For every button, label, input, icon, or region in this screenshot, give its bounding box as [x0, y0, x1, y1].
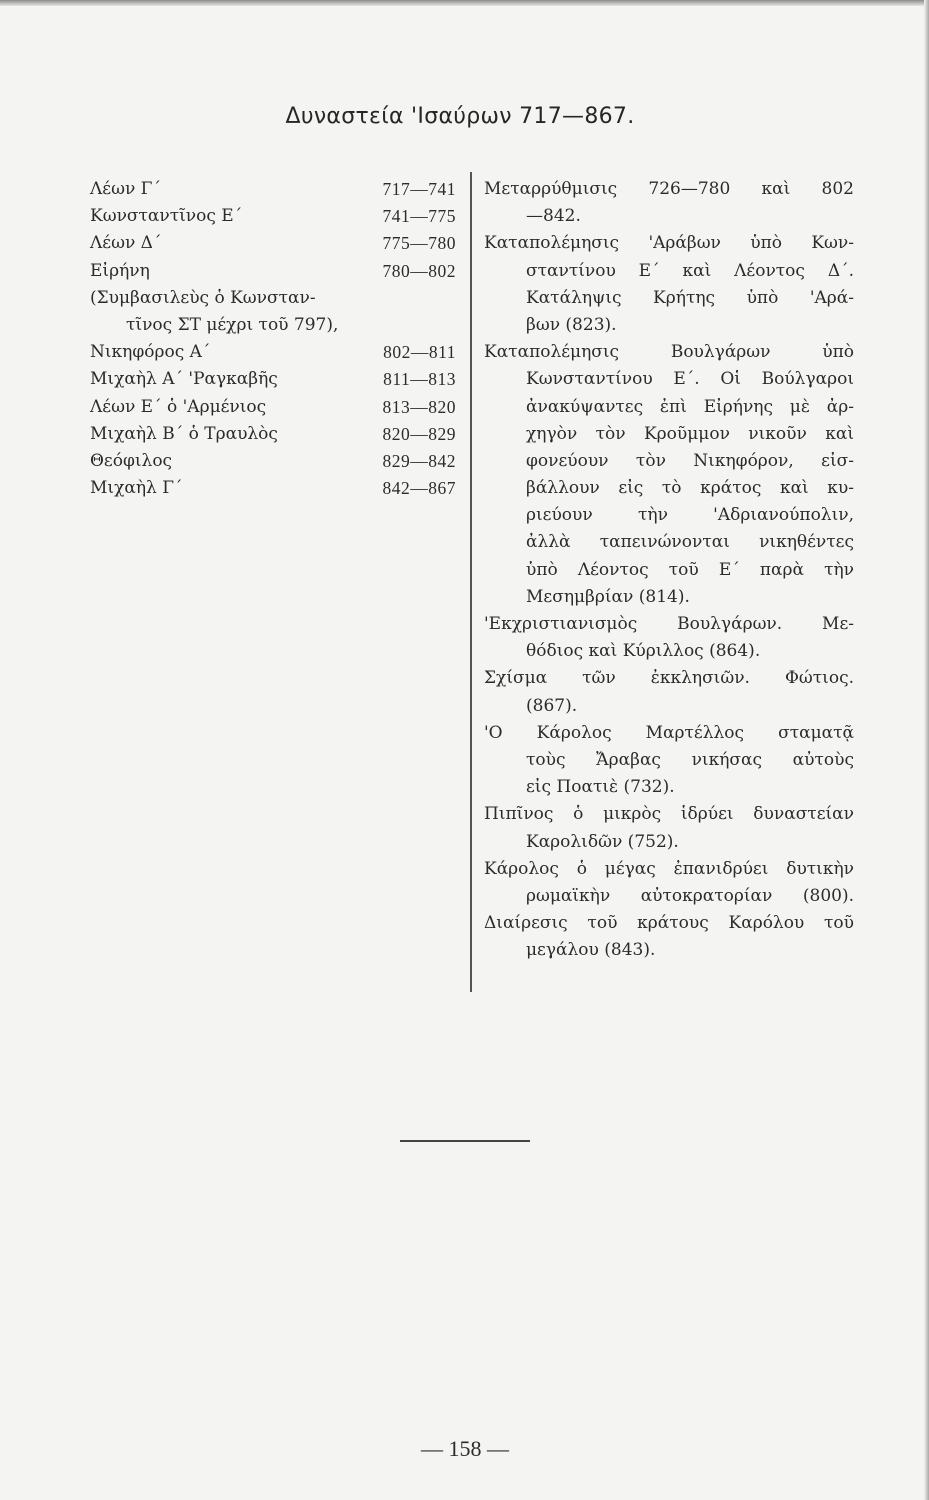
event-line: χηγὸν τὸν Κροῦμμον νικοῦν καὶ: [526, 423, 854, 444]
event-line: Σχίσμα τῶν ἐκκλησιῶν. Φώτιος.: [484, 668, 854, 689]
co-emperor-note-line2: τῖνος ΣΤ μέχρι τοῦ 797),: [126, 314, 339, 335]
rulers-column: [90, 176, 460, 502]
ruler-years: 780—802: [382, 260, 456, 281]
bottom-rule: [400, 1140, 530, 1142]
event-line: τοὺς Ἄραβας νικήσας αὐτοὺς: [526, 749, 854, 770]
event-line: Κωνσταντίνου Ε΄. Οἱ Βούλγαροι: [526, 369, 854, 390]
ruler-name: Εἰρήνη: [90, 260, 150, 281]
ruler-name: Μιχαὴλ Β΄ ὁ Τραυλὸς: [90, 423, 278, 444]
event-entry: [484, 339, 854, 611]
ruler-row: [90, 339, 460, 366]
ruler-row: [90, 475, 460, 502]
event-line: σταντίνου Ε΄ καὶ Λέοντος Δ΄.: [526, 260, 854, 281]
event-line: θόδιος καὶ Κύριλλος (864).: [526, 641, 761, 662]
event-line: φονεύουν τὸν Νικηφόρον, εἰσ-: [526, 450, 854, 471]
ruler-name: Θεόφιλος: [90, 450, 173, 471]
ruler-name: Λέων Δ΄: [90, 233, 162, 254]
event-line: Διαίρεσις τοῦ κράτους Καρόλου τοῦ: [484, 913, 854, 934]
event-line: (867).: [526, 695, 578, 716]
event-line: 'Εκχριστιανισμὸς Βουλγάρων. Με-: [484, 614, 854, 634]
ruler-row: [90, 230, 460, 257]
ruler-name: Λέων Γ΄: [90, 179, 161, 199]
event-line: μεγάλου (843).: [526, 940, 656, 961]
event-line: ὑπὸ Λέοντος τοῦ Ε΄ παρὰ τὴν: [526, 559, 854, 580]
page-edge-top: [0, 0, 929, 6]
column-divider: [470, 172, 472, 992]
ruler-name: Λέων Ε΄ ὁ 'Αρμένιος: [90, 396, 267, 417]
event-line: Πιπῖνος ὁ μικρὸς ἱδρύει δυναστείαν: [484, 804, 854, 825]
page-edge-right: [924, 0, 929, 1500]
ruler-name: Μιχαὴλ Α΄ 'Ραγκαβῆς: [90, 369, 278, 390]
ruler-years: 820—829: [382, 423, 456, 444]
ruler-years: 741—775: [382, 206, 456, 227]
co-emperor-note-line1: (Συμβασιλεὺς ὁ Κωνσταν-: [90, 287, 316, 308]
event-line: Καρολιδῶν (752).: [526, 831, 679, 852]
ruler-row: [90, 448, 460, 475]
event-line: Μεσημβρίαν (814).: [526, 586, 690, 607]
event-line: ρωμαϊκὴν αὐτοκρατορίαν (800).: [526, 885, 854, 906]
ruler-name: Νικηφόρος Α΄: [90, 342, 211, 363]
event-entry: [484, 856, 854, 965]
ruler-row: [90, 176, 460, 203]
event-line: βάλλουν εἰς τὸ κράτος καὶ κυ-: [526, 478, 854, 499]
event-line: Καταπολέμησις Βουλγάρων ὑπὸ: [484, 342, 854, 363]
event-entry: [484, 176, 854, 230]
ruler-years: 802—811: [383, 342, 456, 363]
event-line: εἰς Ποατιὲ (732).: [526, 777, 675, 798]
ruler-row: [90, 366, 460, 393]
event-entry: [484, 720, 854, 802]
ruler-years: 811—813: [383, 369, 456, 390]
ruler-row: [90, 203, 460, 230]
event-line: 'Ο Κάρολος Μαρτέλλος σταματᾷ: [484, 722, 854, 743]
event-entry: [484, 801, 854, 855]
ruler-years: 842—867: [382, 478, 456, 499]
event-line: —842.: [526, 206, 581, 227]
event-entry: [484, 665, 854, 719]
event-line: ριεύουν τὴν 'Αδριανούπολιν,: [526, 505, 854, 526]
ruler-row: [90, 258, 460, 285]
ruler-years: 813—820: [382, 396, 456, 417]
page-title: Δυναστεία 'Ισαύρων 717—867.: [285, 104, 635, 129]
ruler-years: 717—741: [382, 179, 456, 199]
ruler-years: 775—780: [382, 233, 456, 254]
event-entry: [484, 230, 854, 339]
event-line: Μεταρρύθμισις 726—780 καὶ 802: [484, 179, 854, 199]
event-line: Καταπολέμησις 'Αράβων ὑπὸ Κων-: [484, 233, 854, 254]
event-entry: [484, 611, 854, 665]
event-line: βων (823).: [526, 314, 617, 335]
ruler-name: Κωνσταντῖνος Ε΄: [90, 206, 243, 227]
ruler-name: Μιχαὴλ Γ΄: [90, 478, 183, 499]
event-line: ἀνακύψαντες ἐπὶ Εἰρήνης μὲ ἀρ-: [526, 396, 854, 417]
ruler-years: 829—842: [382, 450, 456, 471]
events-column: [484, 176, 854, 964]
page-number: — 158 —: [421, 1436, 509, 1461]
event-line: Κατάληψις Κρήτης ὑπὸ 'Αρά-: [526, 287, 854, 308]
event-line: ἀλλὰ ταπεινώνονται νικηθέντες: [526, 532, 854, 553]
event-line: Κάρολος ὁ μέγας ἐπανιδρύει δυτικὴν: [484, 858, 854, 879]
ruler-row: [90, 421, 460, 448]
ruler-row: [90, 394, 460, 421]
